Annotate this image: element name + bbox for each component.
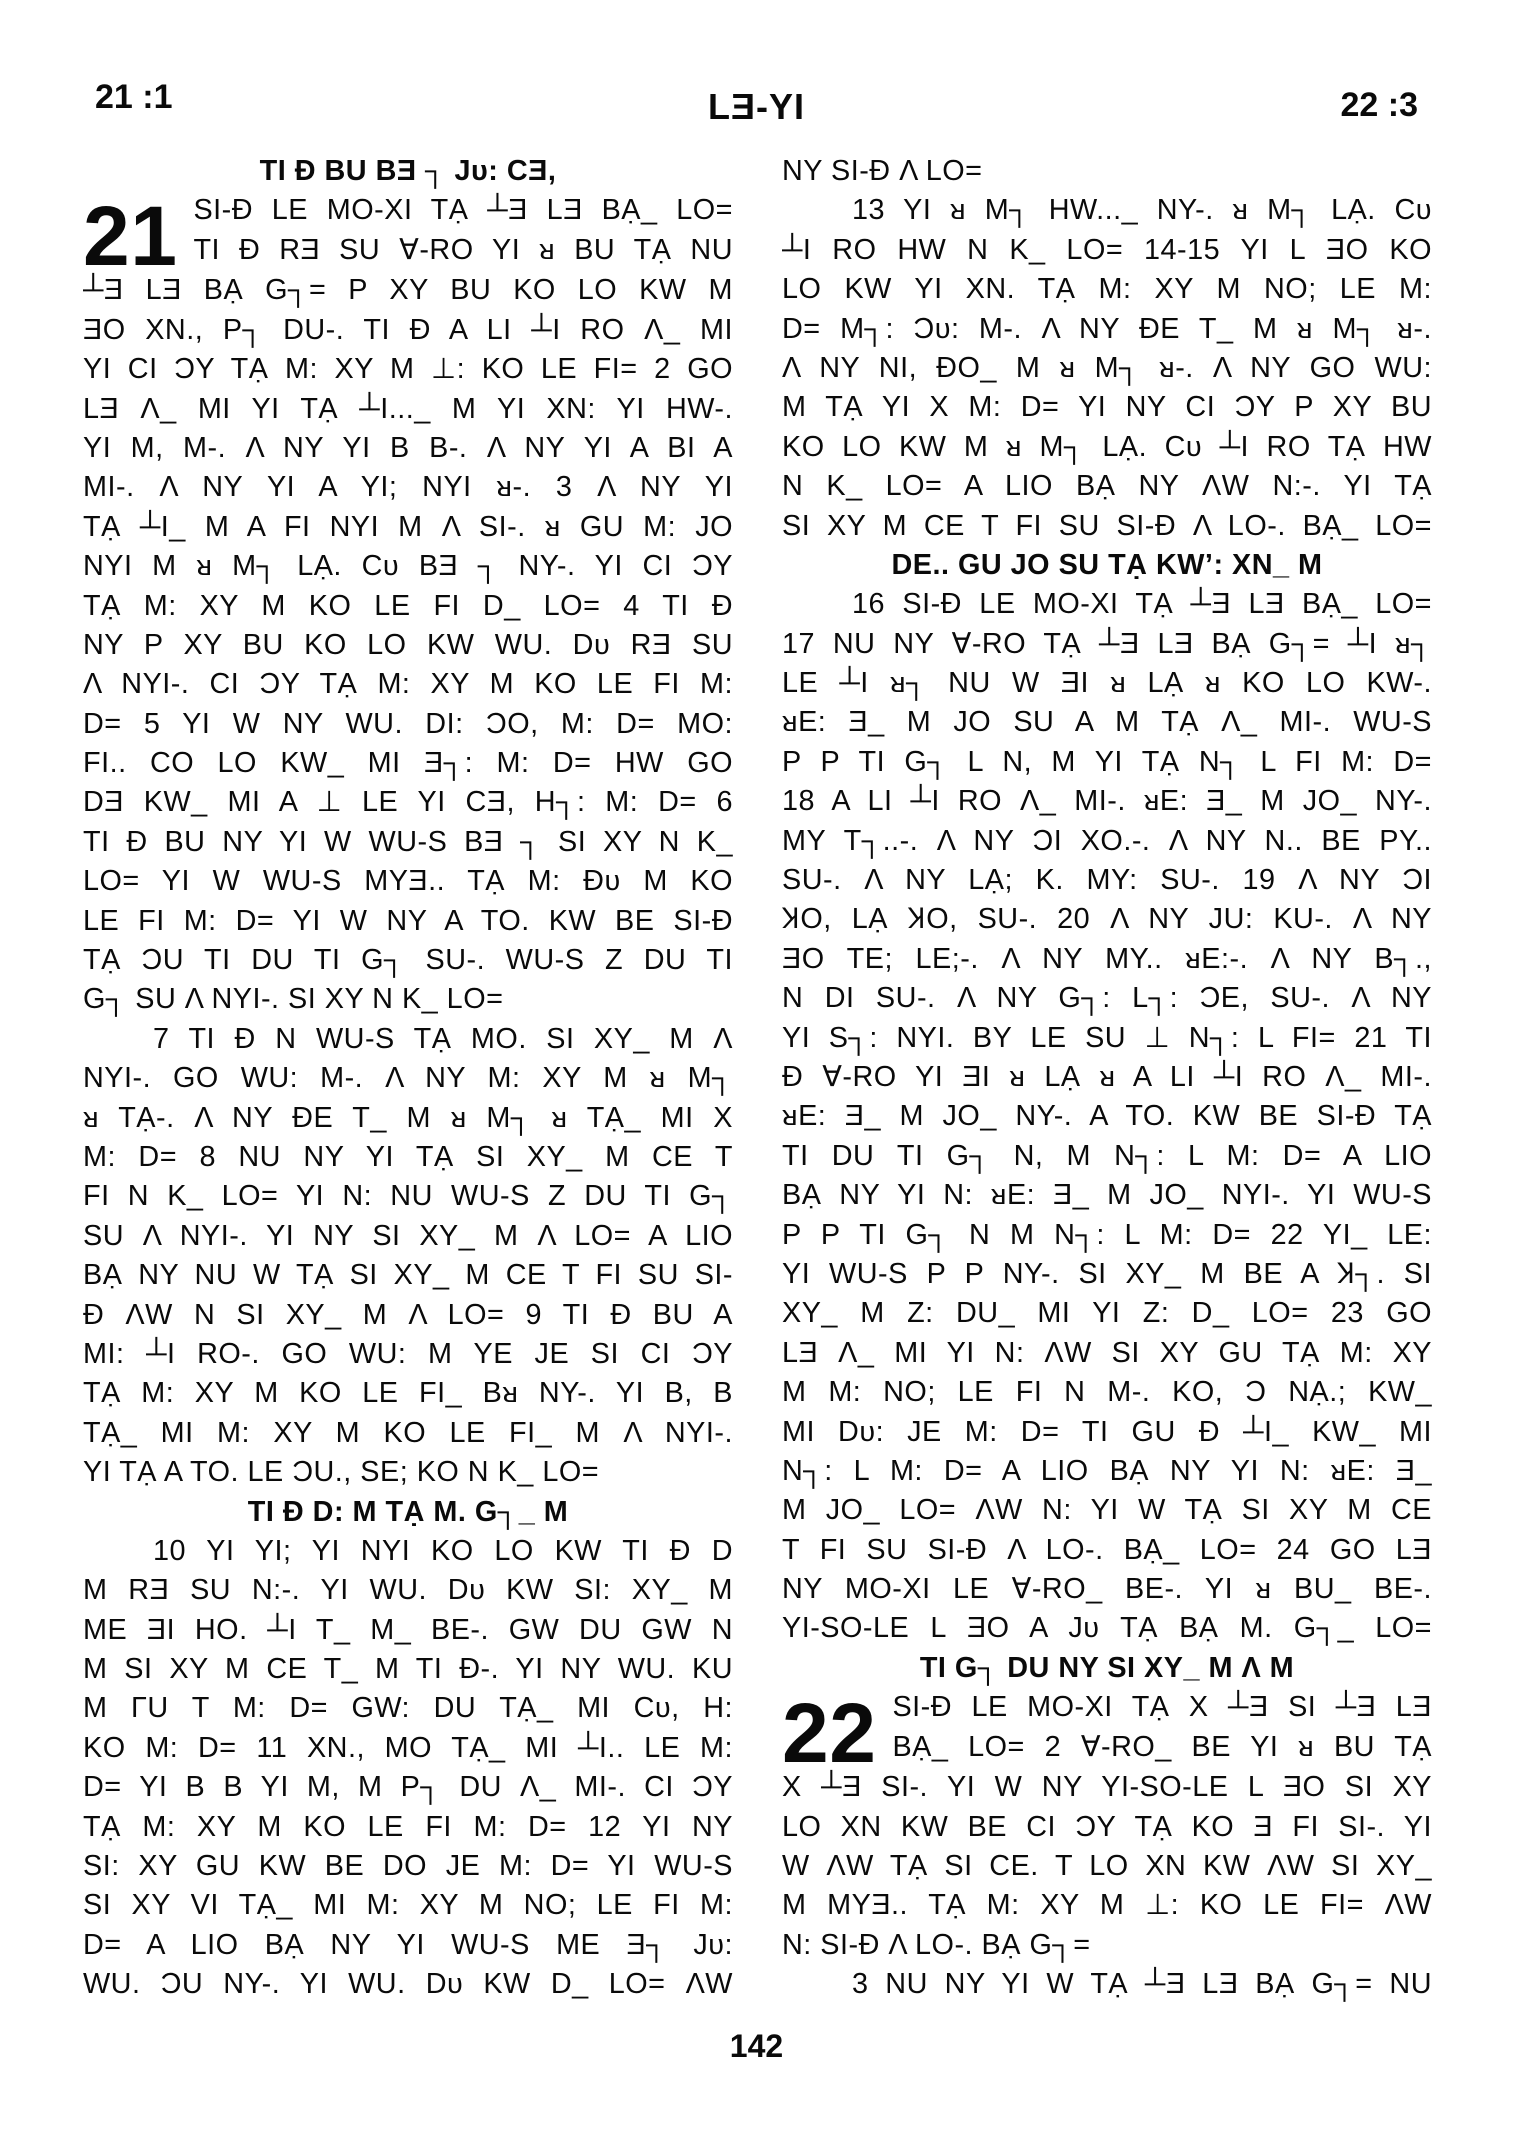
text-line: SI XY M CE T FI SU SI-Ɖ Λ LO-. BẠ_ LO= [782,509,1432,542]
text-line: TI Ɖ RƎ SU ∀-RO YI ᴚ BU TẠ NU [193,233,733,266]
text-line: Λ NY NI, ƉO_ M ᴚ M┐ ᴚ-. Λ NY GO WU: [782,351,1432,384]
header-left-reference: 21 :1 [95,78,173,116]
text-line: T FI SU SI-Ɖ Λ LO-. BẠ_ LO= 24 GO LƎ [782,1533,1432,1566]
text-line: SI XY VI TẠ_ MI M: XY M NO; LE FI M: [83,1889,733,1922]
text-line: TI DU TI G┐ N, M N┐: L M: D= A LIO [782,1139,1432,1172]
text-line: ᴚE: Ǝ_ M JO SU A M TẠ Λ_ MI-. WU-S [782,706,1432,739]
text-line: WU. ƆU NY-. YI WU. Dᴜ KW D_ LO= ΛW [83,1968,733,2001]
text-line: 16 SI-Ɖ LE MO-XI TẠ ┴Ǝ LƎ BẠ_ LO= [852,588,1432,621]
text-line: LO KW YI XN. TẠ M: XY M NO; LE M: [782,273,1432,306]
text-line: ┴I RO HW N K_ LO= 14-15 YI L ƎO KO [782,233,1432,266]
text-line: TI Ɖ BU NY YI W WU-S BƎ ┐ SI XY N K_ [83,825,733,858]
text-line: 17 NU NY ∀-RO TẠ ┴Ǝ LƎ BẠ G┐= ┴I ᴚ┐ [782,627,1432,660]
text-line: NY MO-XI LE ∀-RO_ BE-. YI ᴚ BU_ BE-. [782,1573,1432,1606]
chapter-21-opening [83,191,733,271]
text-line: P P TI G┐ N M N┐: L M: D= 22 YI_ LE: [782,1218,1432,1251]
section-heading: TI Ɖ D: M TẠ M. G┐_ M [247,1495,569,1528]
header-right-reference: 22 :3 [1340,86,1418,124]
text-line: YI CI ƆY TẠ M: XY M ⊥: KO LE FI= 2 GO [83,353,733,386]
left-column [83,152,733,2005]
text-line: NY SI-Ɖ Λ LO= [782,155,983,187]
text-line: TẠ M: XY M KO LE FI D_ LO= 4 TI Ɖ [83,589,733,622]
text-line: BẠ NY YI N: ᴚE: Ǝ_ M JO_ NYI-. YI WU-S [782,1179,1432,1212]
text-line: 13 YI ᴚ M┐ HW..._ NY-. ᴚ M┐ LẠ. Cᴜ [852,194,1432,227]
text-line: YI-SO-LE L ƎO A Jᴜ TẠ BẠ M. G┐_ LO= [782,1612,1432,1645]
text-line: MY T┐..-. Λ NY ƆI XO.-. Λ NY N.. BE PY.. [782,824,1432,857]
text-line: TẠ ƆU TI DU TI G┐ SU-. WU-S Z DU TI [83,944,733,977]
text-line: YI M, M-. Λ NY YI B B-. Λ NY YI A BI A [83,431,733,464]
text-line: M ΓU T M: D= GW: DU TẠ_ MI Cᴜ, H: [83,1692,733,1725]
text-line: LE ┴I ᴚ┐ NU W ƎI ᴚ LẠ ᴚ KO LO KW-. [782,667,1432,700]
text-line: SI: XY GU KW BE DO JE M: D= YI WU-S [83,1850,733,1883]
text-line: W ΛW TẠ SI CE. T LO XN KW ΛW SI XY_ [782,1850,1432,1883]
text-line: YI TẠ A TO. LE ƆU., SE; KO N K_ LO= [83,1456,600,1489]
paragraph [782,152,1432,191]
right-column [782,152,1432,2005]
text-line: NYI M ᴚ M┐ LẠ. Cᴜ BƎ ┐ NY-. YI CI ƆY [83,550,733,583]
text-line: XY_ M Z: DU_ MI YI Z: D_ LO= 23 GO [782,1297,1432,1330]
section-heading: TI Ɖ BU BƎ ┐ Jᴜ: CƎ, [259,155,557,187]
paragraph [83,1020,733,1493]
text-line: 10 YI YI; YI NYI KO LO KW TI Ɖ D [153,1534,733,1567]
text-line: ꞰO, LẠ ꞰO, SU-. 20 Λ NY JU: KU-. Λ NY [782,903,1432,936]
text-line: D= YI B B YI M, M P┐ DU Λ_ MI-. CI ƆY [83,1771,733,1804]
text-line: KO M: D= 11 XN., MO TẠ_ MI ┴I.. LE M: [83,1731,733,1764]
text-line: LƎ Λ_ MI YI TẠ ┴I..._ M YI XN: YI HW-. [83,392,733,425]
text-line: D= 5 YI W NY WU. DI: ƆO, M: D= MO: [83,707,733,740]
text-line: 7 TI Ɖ N WU-S TẠ MO. SI XY_ M Λ [153,1022,733,1055]
text-line: ᴚ TẠ-. Λ NY ƉE T_ M ᴚ M┐ ᴚ TẠ_ MI X [83,1101,733,1134]
text-line: DƎ KW_ MI A ⊥ LE YI CƎ, H┐: M: D= 6 [83,786,733,819]
text-line: TẠ ┴I_ M A FI NYI M Λ SI-. ᴚ GU M: JO [83,510,733,543]
text-line: X ┴Ǝ SI-. YI W NY YI-SO-LE L ƎO SI XY [782,1771,1432,1804]
text-line: 3 NU NY YI W TẠ ┴Ǝ LƎ BẠ G┐= NU [852,1968,1432,2001]
text-line: LO XN KW BE CI ƆY TẠ KO Ǝ FI SI-. YI [782,1810,1432,1843]
running-header [95,78,1418,128]
text-line: TẠ_ MI M: XY M KO LE FI_ M Λ NYI-. [83,1416,733,1449]
paragraph [83,1532,733,2005]
text-line: TẠ M: XY M KO LE FI M: D= 12 YI NY [83,1810,733,1843]
paragraph [782,1965,1432,2004]
text-line: M JO_ LO= ΛW N: YI W TẠ SI XY M CE [782,1494,1432,1527]
text-line: M: D= 8 NU NY YI TẠ SI XY_ M CE T [83,1140,733,1173]
text-line: N K_ LO= A LIO BẠ NY ΛW N:-. YI TẠ [782,470,1432,503]
text-line: N: SI-Ɖ Λ LO-. BẠ G┐= [782,1928,1091,1961]
text-line: SU-. Λ NY LẠ; K. MY: SU-. 19 Λ NY ƆI [782,864,1432,897]
paragraph [782,1768,1432,1965]
paragraph [782,585,1432,1649]
chapter-number: 21 [83,191,178,272]
page-number: 142 [729,2028,784,2064]
text-line: ƎO XN., P┐ DU-. TI Ɖ A LI ┴I RO Λ_ MI [83,313,733,346]
text-line: Λ NYI-. CI ƆY TẠ M: XY M KO LE FI M: [83,668,733,701]
text-line: Ɖ ΛW N SI XY_ M Λ LO= 9 TI Ɖ BU A [83,1298,733,1331]
text-line: 18 A LI ┴I RO Λ_ MI-. ᴚE: Ǝ_ M JO_ NY-. [782,785,1432,818]
text-line: YI WU-S P P NY-. SI XY_ M BE A Ʞ┐. SI [782,1257,1432,1290]
text-line: P P TI G┐ L N, M YI TẠ N┐ L FI M: D= [782,745,1432,778]
text-line: BẠ_ LO= 2 ∀-RO_ BE YI ᴚ BU TẠ [892,1730,1432,1763]
section-heading: TI G┐ DU NY SI XY_ M Λ M [919,1651,1295,1684]
text-line: FI.. CO LO KW_ MI Ǝ┐: M: D= HW GO [83,747,733,780]
text-line: N DI SU-. Λ NY G┐: L┐: ƆE, SU-. Λ NY [782,982,1432,1015]
text-line: BẠ NY NU W TẠ SI XY_ M CE T FI SU SI- [83,1259,733,1292]
text-line: M TẠ YI X M: D= YI NY CI ƆY P XY BU [782,391,1432,424]
text-line: ƎO TE; LE;-. Λ NY MY.. ᴚE:-. Λ NY B┐., [782,942,1432,975]
text-line: Ɖ ∀-RO YI ƎI ᴚ LẠ ᴚ A LI ┴I RO Λ_ MI-. [782,1060,1432,1093]
text-line: SU Λ NYI-. YI NY SI XY_ M Λ LO= A LIO [83,1219,733,1252]
text-line: TẠ M: XY M KO LE FI_ Bᴚ NY-. YI B, B [83,1377,733,1410]
text-line: KO LO KW M ᴚ M┐ LẠ. Cᴜ ┴I RO TẠ HW [782,430,1432,463]
text-line: ᴚE: Ǝ_ M JO_ NY-. A TO. KW BE SI-Ɖ TẠ [782,1100,1432,1133]
paragraph [782,191,1432,546]
text-line: MI-. Λ NY YI A YI; NYI ᴚ-. 3 Λ NY YI [83,471,733,504]
text-line: NYI-. GO WU: M-. Λ NY M: XY M ᴚ M┐ [83,1062,733,1095]
text-line: SI-Ɖ LE MO-XI TẠ X ┴Ǝ SI ┴Ǝ LƎ [892,1691,1432,1724]
text-line: ME ƎI HO. ┴I T_ M_ BE-. GW DU GW N [83,1613,733,1646]
text-line: N┐: L M: D= A LIO BẠ NY YI N: ᴚE: Ǝ_ [782,1454,1432,1487]
text-line: YI S┐: NYI. BY LE SU ⊥ N┐: L FI= 21 TI [782,1021,1432,1054]
text-line: FI N K_ LO= YI N: NU WU-S Z DU TI G┐ [83,1180,733,1213]
text-line: M MYƎ.. TẠ M: XY M ⊥: KO LE FI= ΛW [782,1889,1432,1922]
text-line: D= A LIO BẠ NY YI WU-S ME Ǝ┐ Jᴜ: [83,1928,733,1961]
text-line: SI-Ɖ LE MO-XI TẠ ┴Ǝ LƎ BẠ_ LO= [193,194,733,227]
text-line: G┐ SU Λ NYI-. SI XY N K_ LO= [83,983,504,1016]
text-line: LE FI M: D= YI W NY A TO. KW BE SI-Ɖ [83,904,733,937]
section-heading: DE.. GU JO SU TẠ KW’: XN_ M [891,548,1323,581]
text-line: M RƎ SU N:-. YI WU. Dᴜ KW SI: XY_ M [83,1574,733,1607]
paragraph [83,271,733,1019]
text-line: MI Dᴜ: JE M: D= TI GU Ɖ ┴I_ KW_ MI [782,1415,1432,1448]
header-book-title: LƎ-YI [707,86,805,127]
chapter-22-opening [782,1688,1432,1768]
text-line: M M: NO; LE FI N M-. KO, Ɔ NẠ.; KW_ [782,1376,1432,1409]
text-line: LO= YI W WU-S MYƎ.. TẠ M: Ɖᴜ M KO [83,865,733,898]
text-line: NY P XY BU KO LO KW WU. Dᴜ RƎ SU [83,628,733,661]
text-line: M SI XY M CE T_ M TI Ɖ-. YI NY WU. KU [83,1653,733,1686]
chapter-number: 22 [782,1688,877,1769]
text-line: D= M┐: Ɔᴜ: M-. Λ NY ƉE T_ M ᴚ M┐ ᴚ-. [782,312,1432,345]
text-line: ┴Ǝ LƎ BẠ G┐= P XY BU KO LO KW M [83,274,733,307]
text-line: LƎ Λ_ MI YI N: ΛW SI XY GU TẠ M: XY [782,1336,1432,1369]
text-line: MI: ┴I RO-. GO WU: M YE JE SI CI ƆY [83,1337,733,1370]
